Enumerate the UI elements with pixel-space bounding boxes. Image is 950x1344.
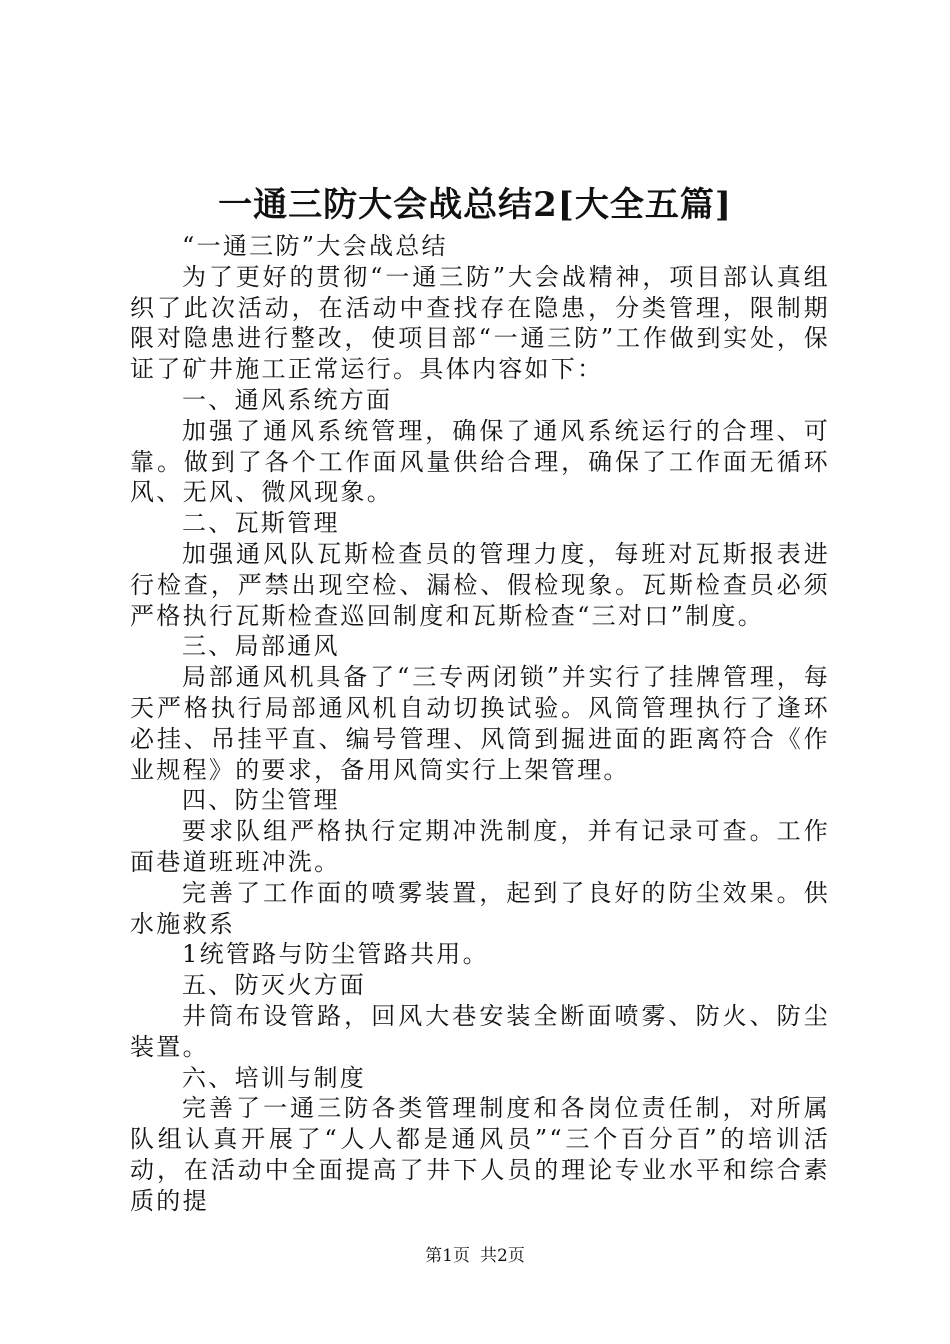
page-total: 共2页: [480, 1246, 525, 1266]
section-heading-fire: 五、防灭火方面: [182, 971, 367, 1000]
paragraph-dust-1: 要求队组严格执行定期冲洗制度，并有记录可查。工作面巷道班班冲洗。: [130, 817, 830, 876]
paragraph-ventilation: 加强了通风系统管理，确保了通风系统运行的合理、可靠。做到了各个工作面风量供给合理，确保了工作面无循环风、无风、微风现象。: [130, 416, 830, 507]
section-heading-dust: 四、防尘管理: [182, 786, 340, 815]
section-heading-ventilation: 一、通风系统方面: [182, 385, 393, 414]
page-number: 第1页: [425, 1246, 470, 1266]
paragraph-training: 完善了一通三防各类管理制度和各岗位责任制，对所属队组认真开展了“人人都是通风员”“三个百分百”的培训活动，在活动中全面提高了井下人员的理论专业水平和综合素质的提: [130, 1094, 830, 1215]
subtitle: “一通三防”大会战总结: [182, 232, 448, 260]
section-heading-gas: 二、瓦斯管理: [182, 509, 340, 538]
paragraph-gas: 加强通风队瓦斯检查员的管理力度，每班对瓦斯报表进行检查，严禁出现空检、漏检、假检现象。瓦斯检查员必须严格执行瓦斯检查巡回制度和瓦斯检查“三对口”制度。: [130, 539, 830, 630]
paragraph-local-ventilation: 局部通风机具备了“三专两闭锁”并实行了挂牌管理，每天严格执行局部通风机自动切换试验。风筒管理执行了逢环必挂、吊挂平直、编号管理、风筒到掘进面的距离符合《作业规程》的要求，备用风筒实行上架管理。: [130, 663, 830, 784]
document-title: 一通三防大会战总结2[大全五篇]: [218, 185, 732, 225]
paragraph-fire: 井筒布设管路，回风大巷安装全断面喷雾、防火、防尘装置。: [130, 1001, 830, 1061]
paragraph-dust-3: 1统管路与防尘管路共用。: [182, 940, 489, 969]
document-body: [130, 231, 830, 1217]
section-heading-local-ventilation: 三、局部通风: [182, 632, 340, 661]
paragraph-dust-2: 完善了工作面的喷雾装置，起到了良好的防尘效果。供水施救系: [130, 878, 830, 938]
page-footer: [0, 1244, 950, 1268]
section-heading-training: 六、培训与制度: [182, 1063, 367, 1092]
paragraph-intro: 为了更好的贯彻“一通三防”大会战精神，项目部认真组织了此次活动，在活动中查找存在隐患，分类管理，限制期限对隐患进行整改，使项目部“一通三防”工作做到实处，保证了矿井施工正常运行。具体内容如下：: [130, 262, 830, 384]
